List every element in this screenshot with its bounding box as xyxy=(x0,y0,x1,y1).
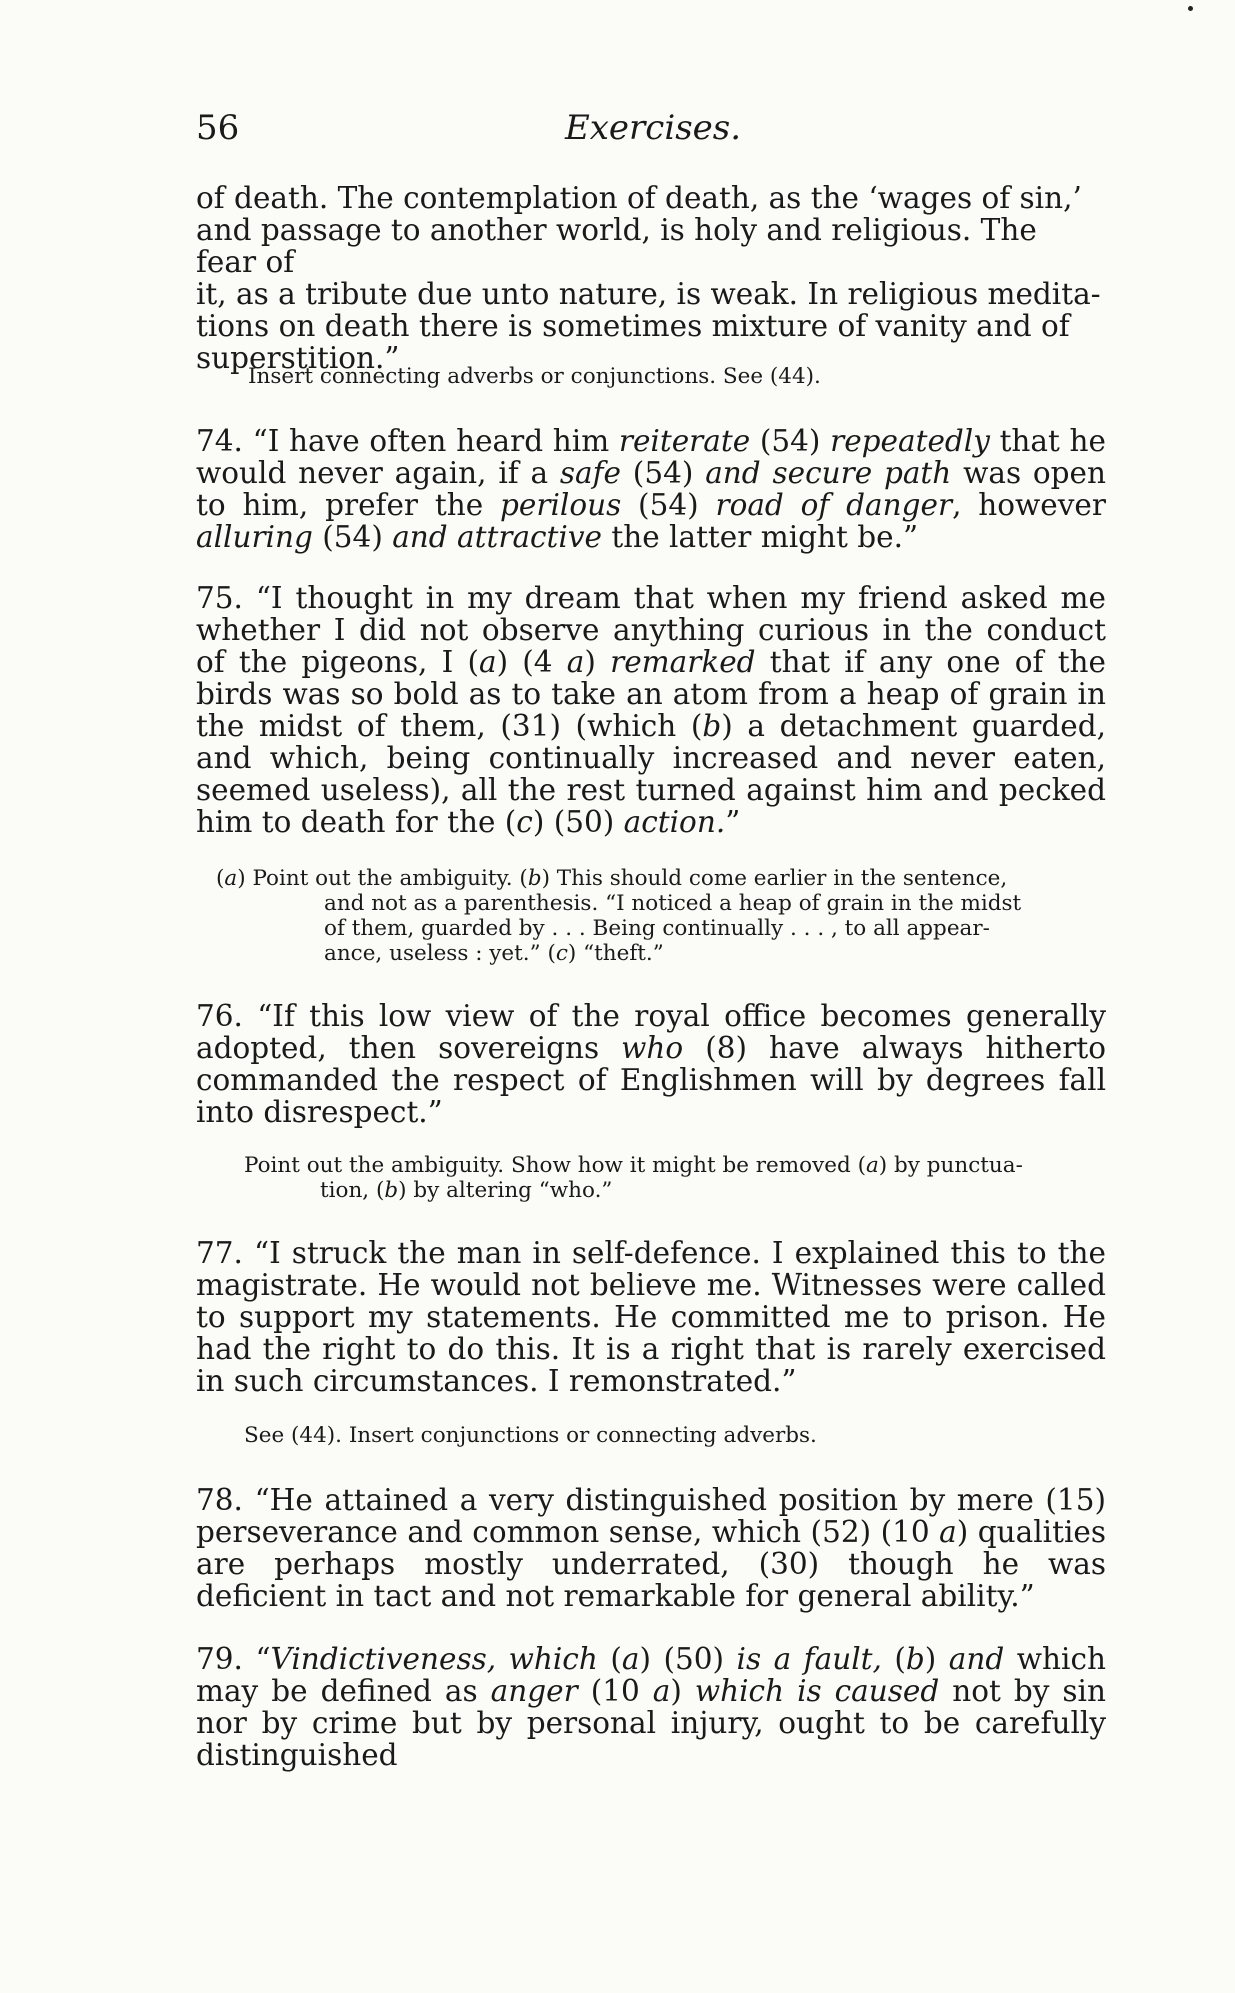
exercise-77: 77. “I struck the man in self-defence. I explained this to the magistrate. He would not believe me. Witnesses were called to support my statements. He committed me to prison. He had the right to do this. It is a right that is rarely exercised in such circumstances. I remonstrated.” xyxy=(196,1236,1106,1398)
exercise-76: 76. “If this low view of the royal office becomes generally adopted, then sovereigns who (8) have always hitherto commanded the respect of Englishmen will by degrees fall into disrespect.” xyxy=(196,999,1106,1129)
exercise-75: 75. “I thought in my dream that when my friend asked me whether I did not observe anything curious in the conduct of the pigeons, I (a) (4 a) remarked that if any one of the birds was so bold as to take an atom from a heap of grain in the midst of them, (31) (which (b) a detachment guarded, and which, being continually increased and never eaten, seemed useless), all the rest turned against him and pecked him to death for the (c) (50) action.” xyxy=(196,581,1107,839)
page-number: 56 xyxy=(196,108,240,148)
exercise-76-note: Point out the ambiguity. Show how it might be removed (a) by punctua- tion, (b) by altering “who.” xyxy=(244,1153,1023,1203)
passage-line: of death. The contemplation of death, as the ‘wages of sin,’ xyxy=(196,181,1082,215)
passage-line: it, as a tribute due unto nature, is weak. In religious medita- xyxy=(196,277,1101,311)
exercise-number: 78. xyxy=(196,1483,243,1517)
exercise-78: 78. “He attained a very distinguished position by mere (15) perseverance and common sense, which (52) (10 a) qualities are perhaps mostly underrated, (30) though he was deficient in tact and not remarkable for general ability.” xyxy=(196,1483,1106,1613)
exercise-75-note: (a) Point out the ambiguity. (b) This should come earlier in the sentence, and not as a parenthesis. “I noticed a heap of grain in the midst of them, guarded by . . . Being continually . . . , to all appear- ance, useless : yet.” (c) “theft.” xyxy=(216,866,1022,966)
exercise-note: Insert connecting adverbs or conjunctions. See (44). xyxy=(248,364,821,389)
page-header xyxy=(196,108,1110,154)
exercise-number: 79. xyxy=(196,1642,243,1676)
exercise-number: 77. xyxy=(196,1236,243,1270)
exercise-74: 74. “I have often heard him reiterate (54) repeatedly that he would never again, if a safe (54) and secure path was open to him, prefer the perilous (54) road of danger, however alluring (54) and attractive the latter might be.” xyxy=(196,424,1107,554)
continued-passage xyxy=(196,182,1106,374)
running-title: Exercises. xyxy=(564,108,742,148)
exercise-number: 76. xyxy=(196,999,243,1033)
exercise-number: 74. xyxy=(196,424,243,458)
exercise-77-note: See (44). Insert conjunctions or connecting adverbs. xyxy=(244,1423,817,1448)
exercise-79: 79. “Vindictiveness, which (a) (50) is a fault, (b) and which may be defined as anger (10 a) which is caused not by sin nor by crime but by personal injury, ought to be carefully distinguished xyxy=(196,1642,1106,1772)
passage-line: tions on death there is sometimes mixture of vanity and of xyxy=(196,309,1070,343)
passage-line: superstition.” xyxy=(196,341,400,375)
exercise-number: 75. xyxy=(196,581,243,615)
passage-line: and passage to another world, is holy and religious. The fear of xyxy=(196,213,1037,279)
ink-speck xyxy=(1188,6,1193,11)
